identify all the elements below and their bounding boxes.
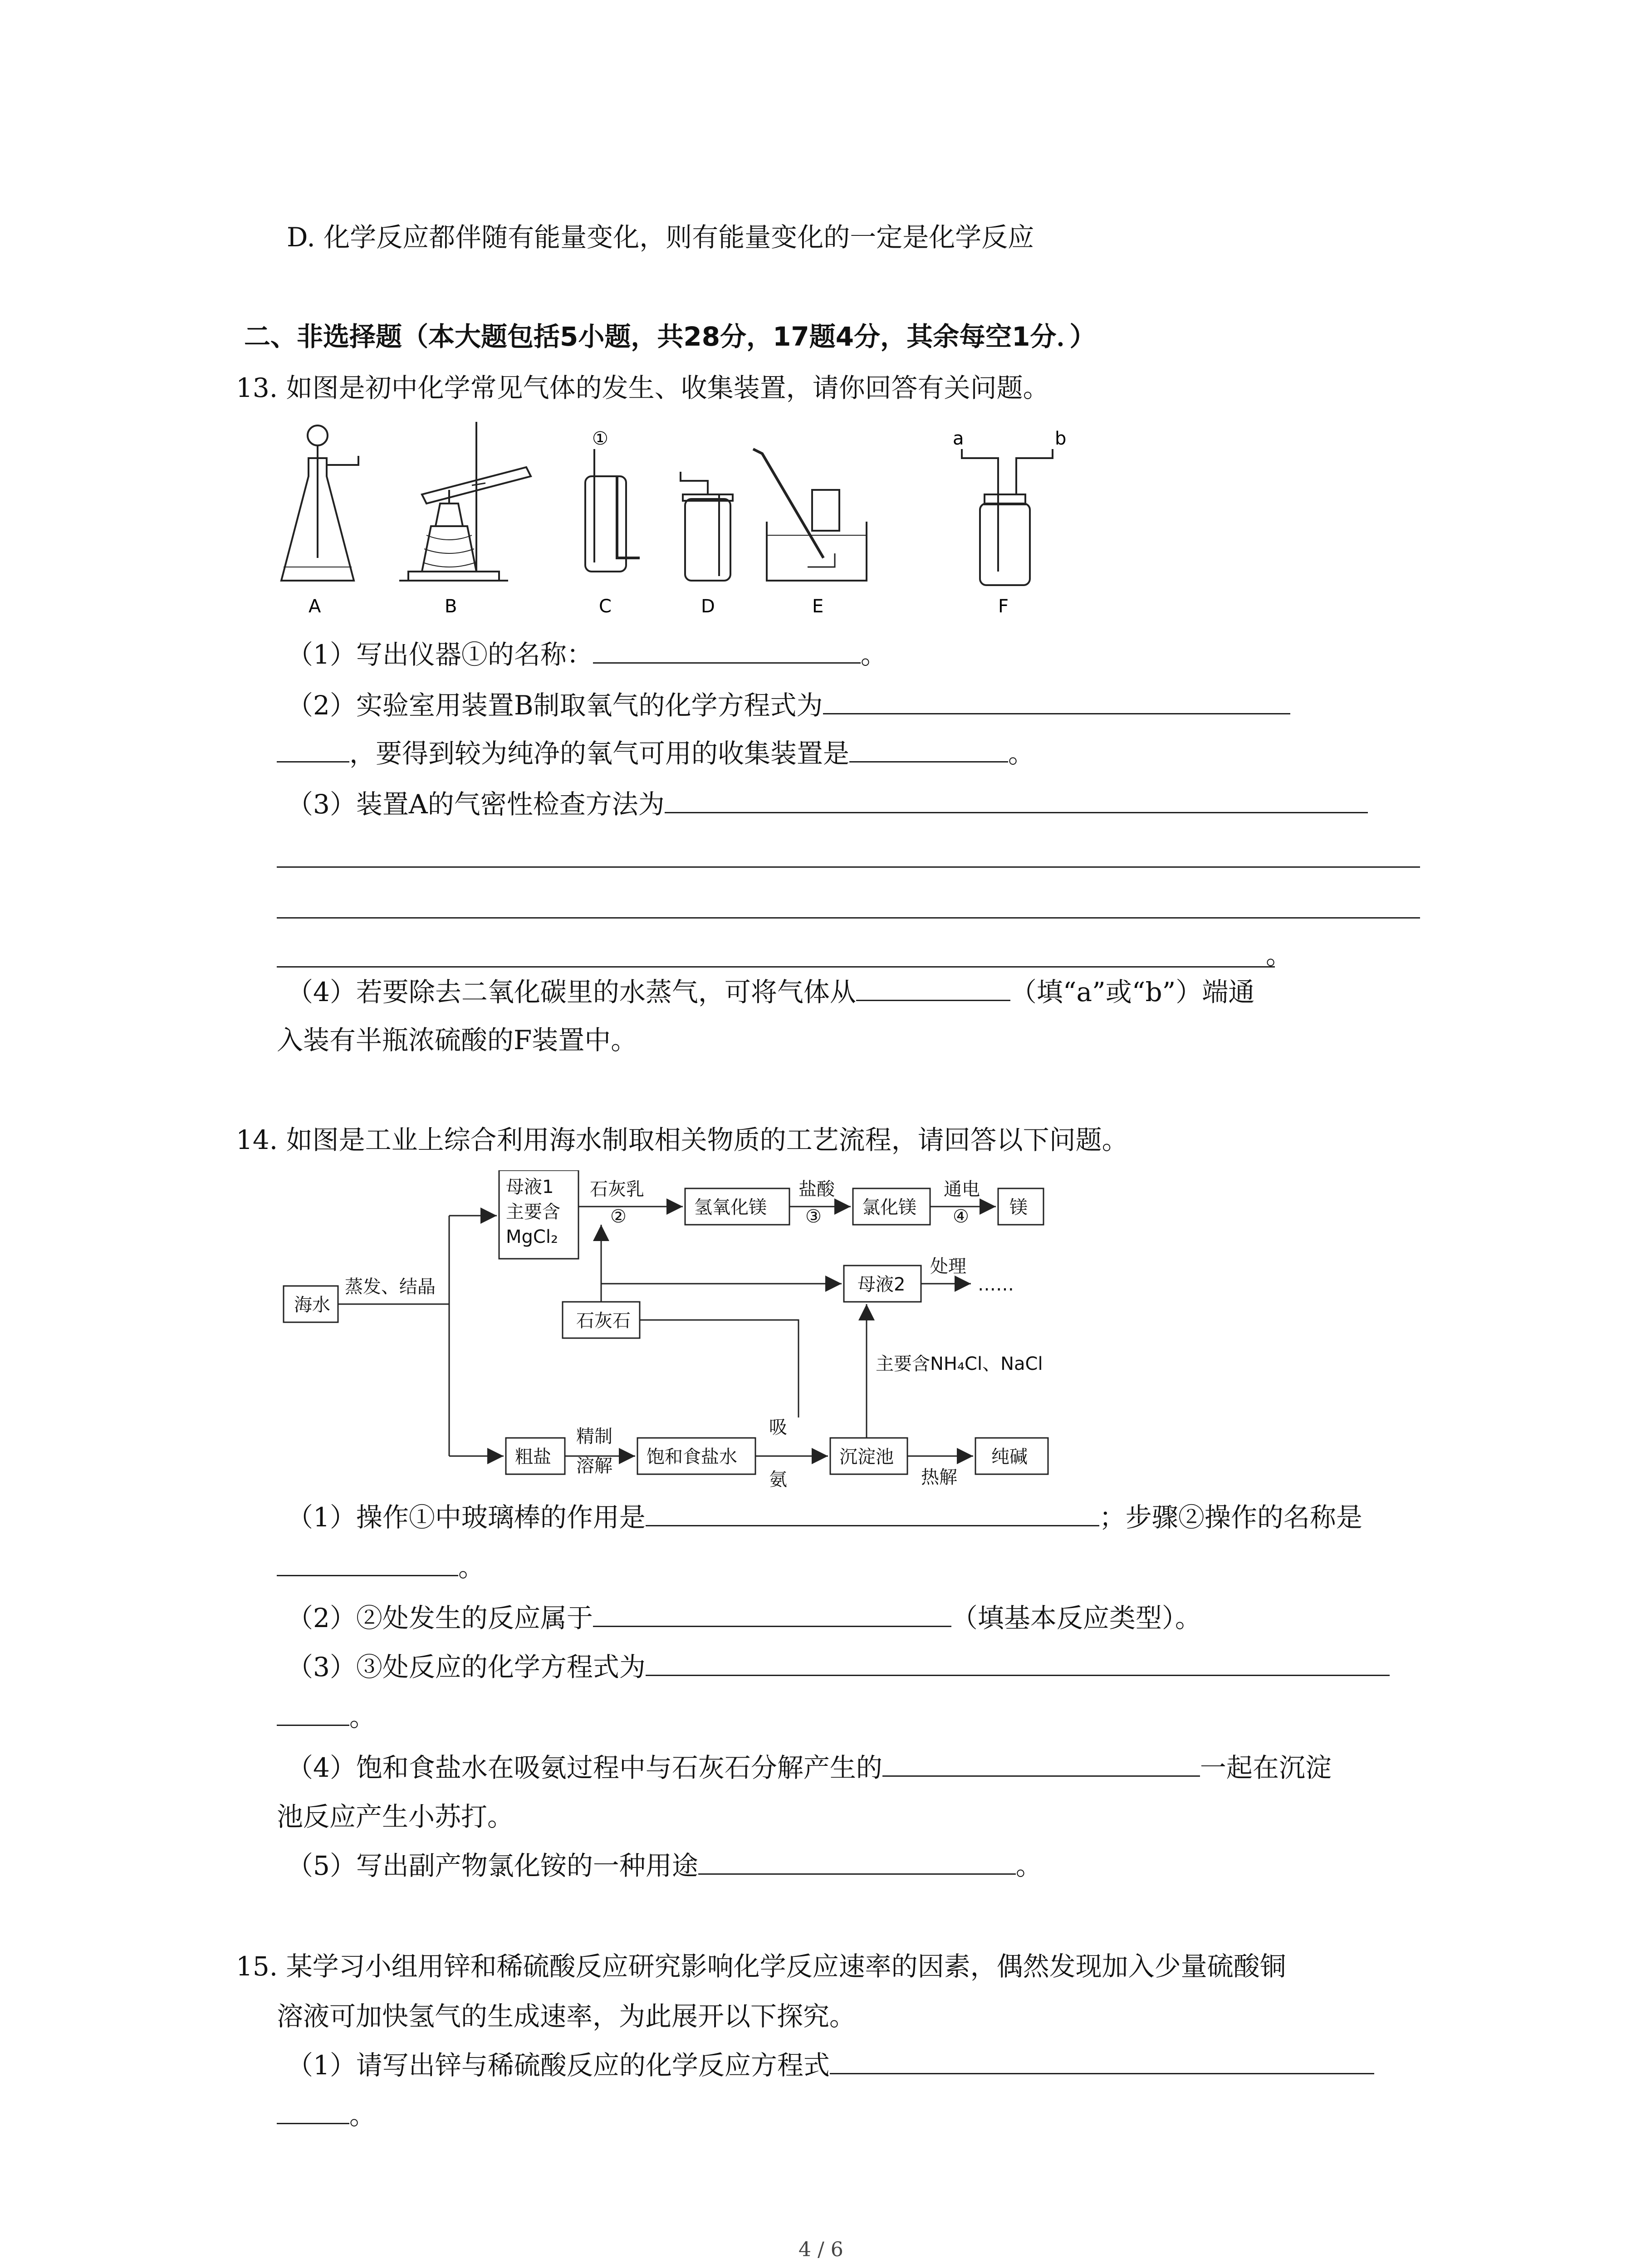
q14-flow-diagram <box>277 1170 1139 1488</box>
q13-p1-text: （1）写出仪器①的名称： <box>287 639 593 670</box>
q15-p1 <box>287 2049 1374 2081</box>
q14-p1-text: （1）操作①中玻璃棒的作用是 <box>287 1502 646 1533</box>
mgcl2-label: 氯化镁 <box>862 1197 916 1218</box>
q14-p4-blank[interactable] <box>882 1752 1200 1777</box>
dissolve-label: 溶解 <box>576 1456 612 1476</box>
q14-p4 <box>287 1752 1332 1784</box>
q13-p3-line3[interactable] <box>277 917 1420 919</box>
mother1-l2: 主要含 <box>506 1202 560 1222</box>
apparatus-marker-1: ① <box>592 428 608 449</box>
q15-p1-end: 。 <box>349 2100 376 2131</box>
mgoh-label: 氢氧化镁 <box>694 1197 767 1218</box>
q14-p3-end: 。 <box>349 1701 376 1732</box>
q13-p3 <box>287 788 1368 820</box>
q15-p1-blank-cont[interactable] <box>277 2099 349 2124</box>
q13-p1-end: 。 <box>860 639 887 670</box>
q14-p4-text: （4）饱和食盐水在吸氨过程中与石灰石分解产生的 <box>287 1752 882 1783</box>
q14-p1-blank-a[interactable] <box>646 1501 1099 1526</box>
mg-label: 镁 <box>1009 1197 1028 1218</box>
q13-p1 <box>287 639 887 670</box>
apparatus-d-jar <box>681 472 733 581</box>
q14-p3-blank[interactable] <box>646 1651 1390 1676</box>
contains-label: 主要含NH₄Cl、NaCl <box>876 1354 1043 1374</box>
q13-p2-text: （2）实验室用装置B制取氧气的化学方程式为 <box>287 690 823 721</box>
q13-p3-end: 。 <box>1266 939 1293 970</box>
absorb-2: 氨 <box>769 1469 787 1488</box>
q13-p2-line1 <box>287 689 1290 721</box>
q13-p2-blank-b[interactable] <box>849 738 1008 763</box>
step2-marker: ② <box>610 1206 627 1227</box>
q15-p1-line2 <box>277 2099 376 2131</box>
q13-apparatus-figure <box>272 422 1089 621</box>
dots-label: …… <box>978 1274 1014 1295</box>
q13-p4-blank[interactable] <box>856 976 1010 1001</box>
q14-p5-end: 。 <box>1015 1850 1042 1881</box>
label-f: F <box>998 596 1009 617</box>
q15-stem-line1: 15. 某学习小组用锌和稀硫酸反应研究影响化学反应速率的因素，偶然发现加入少量硫酸铜 <box>236 1951 1286 1982</box>
mother1-l3: MgCl₂ <box>506 1227 558 1247</box>
label-e: E <box>812 596 824 617</box>
port-b-label: b <box>1055 428 1067 449</box>
q14-p4-line2: 池反应产生小苏打。 <box>277 1801 514 1832</box>
q13-p1-blank[interactable] <box>593 639 861 664</box>
q13-p3-line4[interactable] <box>277 966 1275 968</box>
q14-p2-blank[interactable] <box>593 1602 951 1627</box>
crude-salt-label: 粗盐 <box>515 1447 551 1467</box>
label-d: D <box>701 596 715 617</box>
q14-p3-text: （3）③处反应的化学方程式为 <box>287 1652 646 1682</box>
q14-p2-text: （2）②处发生的反应属于 <box>287 1603 593 1633</box>
q14-p2 <box>287 1602 1201 1634</box>
q12-option-d: D. 化学反应都伴随有能量变化，则有能量变化的一定是化学反应 <box>287 222 1034 253</box>
apparatus-b-heater <box>399 422 531 581</box>
limestone-label: 石灰石 <box>576 1310 631 1331</box>
apparatus-f-bottle <box>962 449 1053 585</box>
treat-label: 处理 <box>930 1256 966 1277</box>
q13-p3-text: （3）装置A的气密性检查方法为 <box>287 789 665 820</box>
q15-p1-blank[interactable] <box>830 2049 1374 2074</box>
q13-p2-blank-a-cont[interactable] <box>277 738 349 763</box>
q13-p4-line2: 入装有半瓶浓硫酸的F装置中。 <box>277 1025 637 1056</box>
q14-p1-line2 <box>277 1551 485 1583</box>
q13-p3-blank[interactable] <box>665 788 1368 813</box>
q14-p3 <box>287 1651 1390 1683</box>
page-number: 4 / 6 <box>798 2238 843 2261</box>
q14-p1 <box>287 1501 1362 1533</box>
q15-stem-line2: 溶液可加快氢气的生成速率，为此展开以下探究。 <box>277 2001 856 2032</box>
apparatus-e-trough <box>753 449 867 581</box>
q13-p4-text: （4）若要除去二氧化碳里的水蒸气，可将气体从 <box>287 977 856 1007</box>
q14-stem: 14. 如图是工业上综合利用海水制取相关物质的工艺流程，请回答以下问题。 <box>236 1124 1128 1155</box>
label-c: C <box>599 596 612 617</box>
soda-label: 纯碱 <box>991 1447 1028 1467</box>
q13-p3-line2[interactable] <box>277 866 1420 868</box>
step4-marker: ④ <box>953 1206 969 1227</box>
brine-label: 饱和食盐水 <box>647 1447 737 1467</box>
q14-p3-blank-cont[interactable] <box>277 1701 349 1726</box>
label-a: A <box>309 596 321 617</box>
lime-milk-label: 石灰乳 <box>590 1179 644 1200</box>
mother2-label: 母液2 <box>857 1274 906 1295</box>
section-heading: 二、非选择题（本大题包括5小题，共28分，17题4分，其余每空1分．） <box>244 321 1096 352</box>
label-b: B <box>445 596 457 617</box>
step3-marker: ③ <box>805 1206 822 1227</box>
seawater-label: 海水 <box>294 1295 330 1315</box>
hcl-label: 盐酸 <box>798 1179 835 1200</box>
q14-p1-end: 。 <box>458 1552 485 1583</box>
q13-p4-text2: （填“a”或“b”）端通 <box>1010 977 1255 1007</box>
q14-p1-text2: ；步骤②操作的名称是 <box>1099 1502 1362 1533</box>
pyro-label: 热解 <box>921 1467 957 1488</box>
q13-p4-line1 <box>287 976 1254 1008</box>
apparatus-a-flask <box>281 425 358 581</box>
port-a-label: a <box>953 428 964 449</box>
mother1-l1: 母液1 <box>506 1177 554 1198</box>
q14-p4-text2: 一起在沉淀 <box>1200 1752 1332 1783</box>
q14-p2-text2: （填基本反应类型）。 <box>951 1603 1201 1633</box>
q13-p2-line2 <box>277 738 1034 769</box>
apparatus-c-funnel-jar <box>585 449 640 572</box>
q14-p5 <box>287 1850 1042 1882</box>
q14-p1-blank-b[interactable] <box>277 1551 458 1576</box>
refine-label: 精制 <box>576 1426 612 1447</box>
tank-label: 沉淀池 <box>839 1447 894 1467</box>
q14-p5-text: （5）写出副产物氯化铵的一种用途 <box>287 1850 698 1881</box>
q14-p3-line2 <box>277 1701 376 1733</box>
q13-p2-text2: ，要得到较为纯净的氧气可用的收集装置是 <box>349 738 850 769</box>
q14-p5-blank[interactable] <box>698 1850 1016 1875</box>
elec-label: 通电 <box>944 1179 980 1200</box>
q13-p2-end: 。 <box>1008 738 1035 769</box>
q15-p1-text: （1）请写出锌与稀硫酸反应的化学反应方程式 <box>287 2050 830 2081</box>
q13-stem: 13. 如图是初中化学常见气体的发生、收集装置，请你回答有关问题。 <box>236 372 1049 403</box>
absorb-1: 吸 <box>769 1417 787 1438</box>
q13-p2-blank-a[interactable] <box>823 689 1290 714</box>
evap-label: 蒸发、结晶 <box>345 1276 436 1297</box>
